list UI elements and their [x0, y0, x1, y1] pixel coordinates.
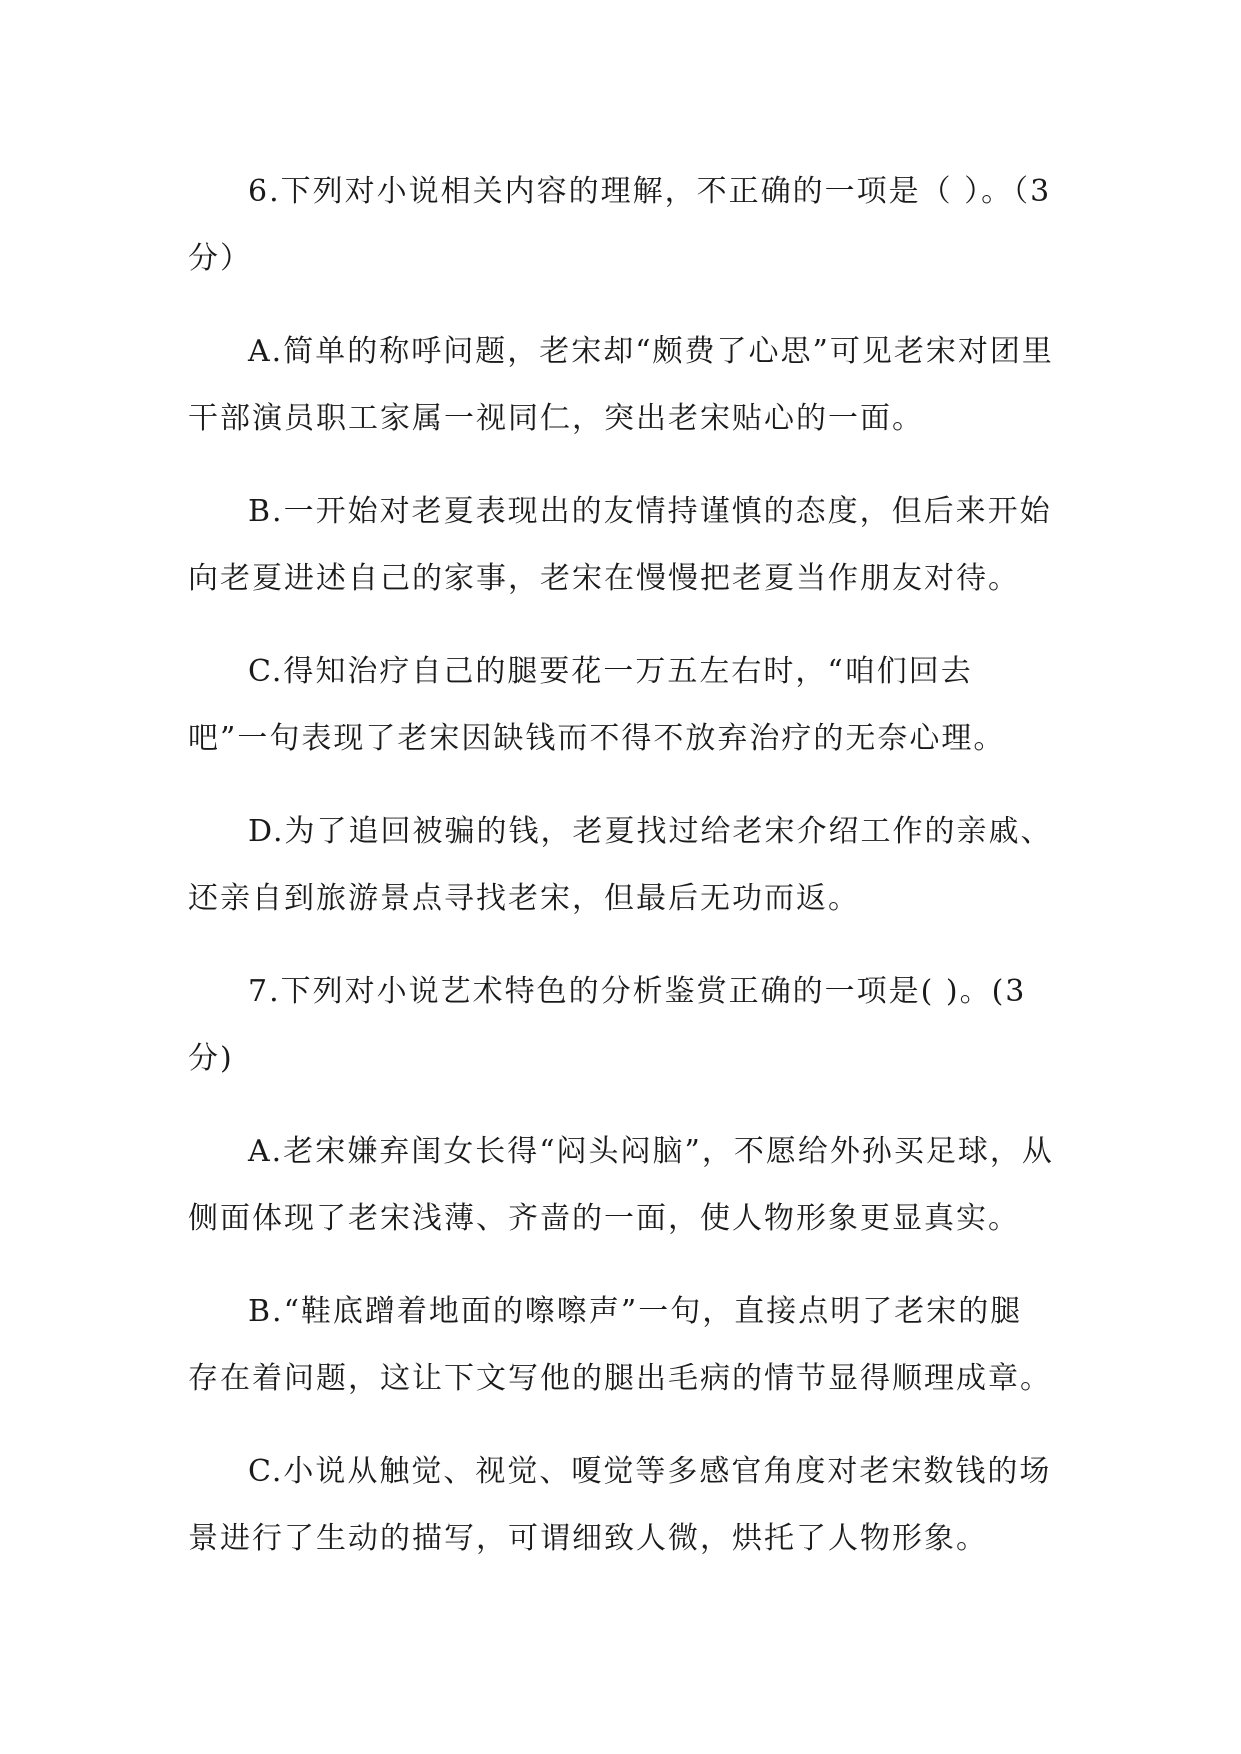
question-6-stem: 6.下列对小说相关内容的理解，不正确的一项是（ ）。（3分） [188, 174, 1052, 276]
question-7-option-a: A.老宋嫌弃闺女长得“闷头闷脑”，不愿给外孙买足球，从侧面体现了老宋浅薄、齐啬的一面，使人物形象更显真实。 [188, 1134, 1054, 1236]
paragraph-gap [188, 612, 1054, 638]
paragraph-gap [188, 772, 1054, 798]
paragraph-gap [188, 932, 1054, 958]
question-6-option-d: D.为了追回被骗的钱，老夏找过给老宋介绍工作的亲戚、还亲自到旅游景点寻找老宋，但最后无功而返。 [188, 814, 1053, 916]
paragraph-gap [188, 452, 1054, 478]
document-body [188, 158, 1054, 1572]
paragraph-gap [188, 292, 1054, 318]
paragraph-gap [188, 1252, 1054, 1278]
question-7-stem: 7.下列对小说艺术特色的分析鉴赏正确的一项是( )。(3分) [188, 974, 1027, 1076]
question-6-option-c: C.得知治疗自己的腿要花一万五左右时，“咱们回去吧”一句表现了老宋因缺钱而不得不放弃治疗的无奈心理。 [188, 654, 1006, 756]
question-6-option-b: B.一开始对老夏表现出的友情持谨慎的态度，但后来开始向老夏进述自己的家事，老宋在慢慢把老夏当作朋友对待。 [188, 494, 1052, 596]
question-6-option-a: A.简单的称呼问题，老宋却“颇费了心思”可见老宋对团里干部演员职工家属一视同仁，突出老宋贴心的一面。 [188, 334, 1054, 436]
paragraph-gap [188, 1092, 1054, 1118]
question-7-option-b: B.“鞋底蹭着地面的嚓嚓声”一句，直接点明了老宋的腿存在着问题，这让下文写他的腿出毛病的情节显得顺理成章。 [188, 1294, 1052, 1396]
paragraph-gap [188, 1412, 1054, 1438]
question-7-option-c: C.小说从触觉、视觉、嗄觉等多感官角度对老宋数钱的场景进行了生动的描写，可谓细致人微，烘托了人物形象。 [188, 1454, 1052, 1556]
